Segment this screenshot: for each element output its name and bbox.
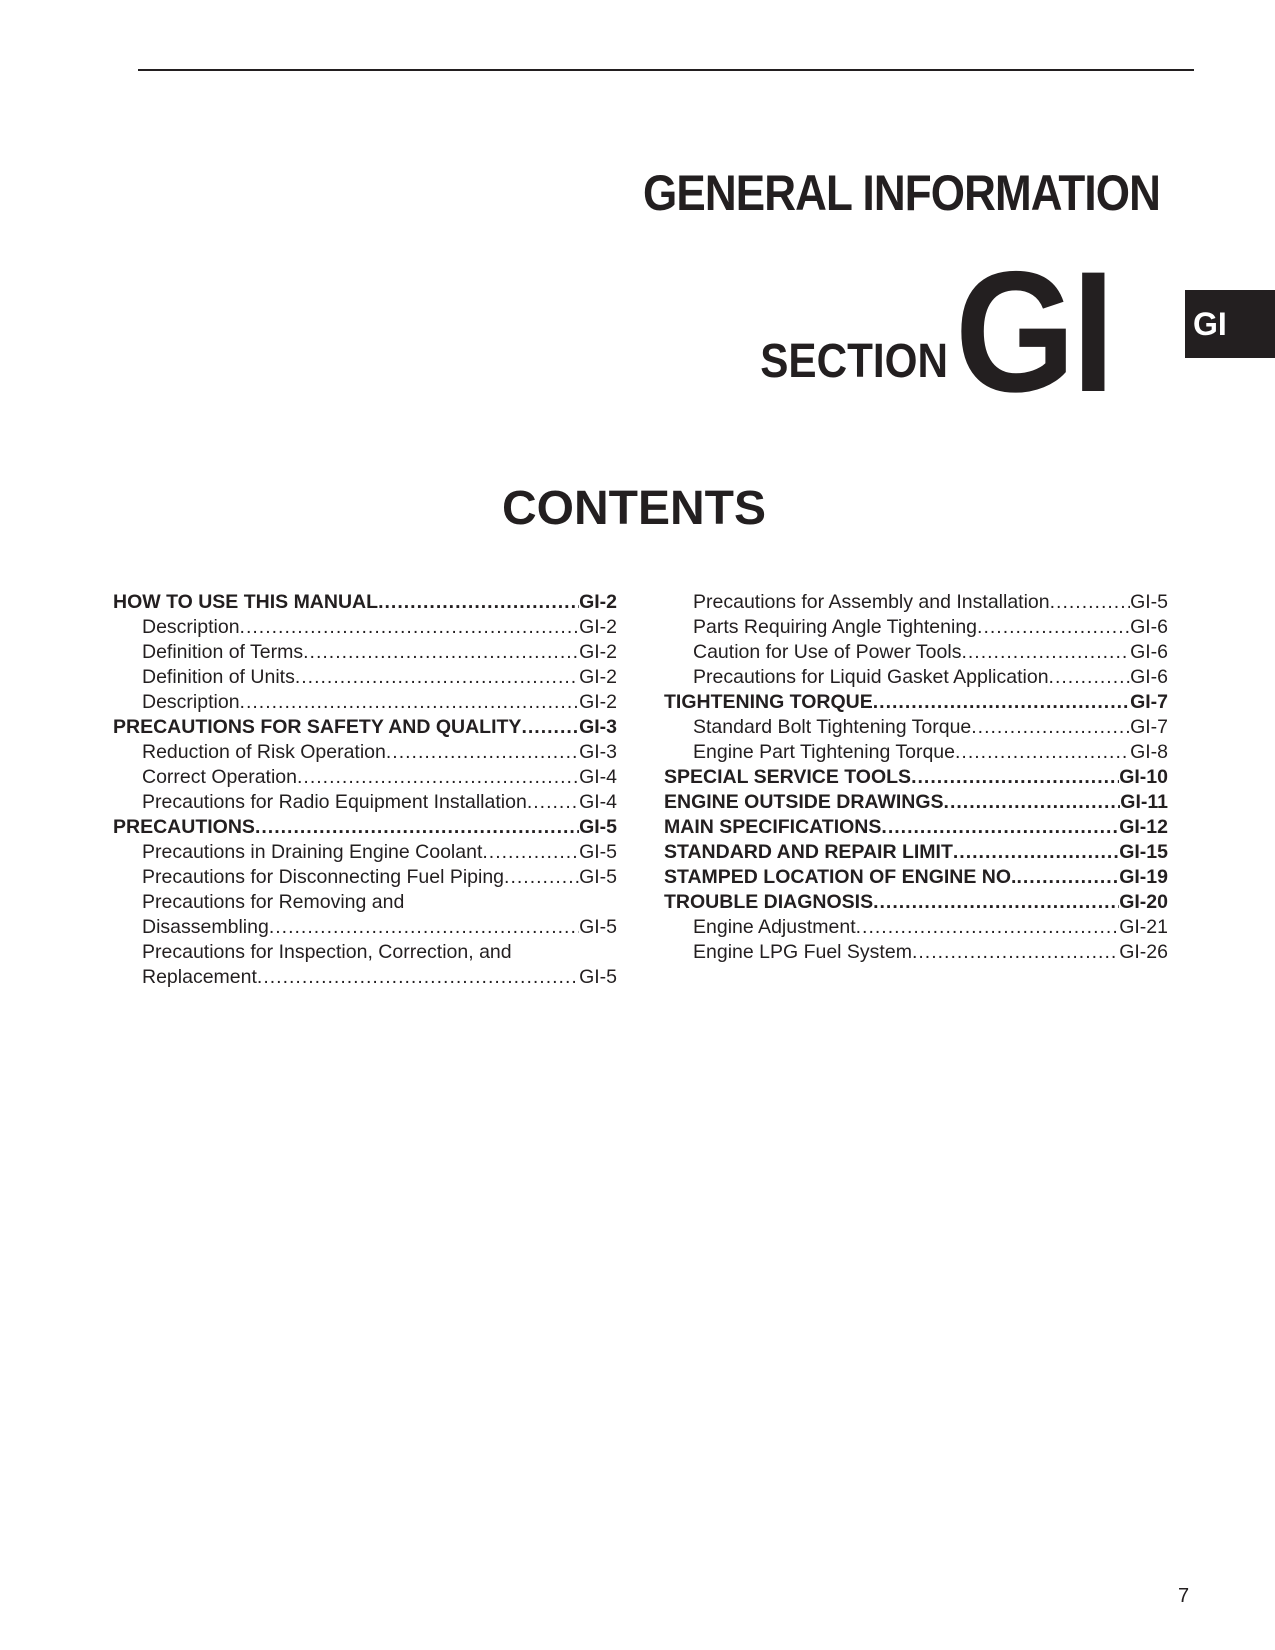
toc-dot-leader xyxy=(953,840,1119,865)
toc-dot-leader xyxy=(971,715,1130,740)
toc-entry-lead-text: Precautions for Inspection, Correction, and xyxy=(142,941,512,963)
toc-entry-page: GI-4 xyxy=(579,766,617,788)
toc-entry-title: Precautions in Draining Engine Coolant xyxy=(142,841,483,863)
toc-subsection-entry[interactable] xyxy=(664,615,1168,640)
toc-entry-page: GI-2 xyxy=(579,641,617,663)
toc-dot-leader xyxy=(257,965,579,990)
toc-section-entry[interactable] xyxy=(664,765,1168,790)
toc-dot-leader xyxy=(482,840,579,865)
toc-section-entry[interactable] xyxy=(664,815,1168,840)
toc-entry-title: Engine Adjustment xyxy=(693,916,856,938)
header-rule xyxy=(138,69,1194,71)
toc-subsection-entry[interactable] xyxy=(664,940,1168,965)
toc-entry-lead-text: Precautions for Removing and xyxy=(142,891,405,913)
page-number: 7 xyxy=(1178,1585,1190,1607)
toc-dot-leader xyxy=(873,890,1119,915)
section-tab[interactable]: GI xyxy=(1185,290,1275,358)
toc-entry-page: GI-8 xyxy=(1130,741,1168,763)
toc-entry-title: Reduction of Risk Operation xyxy=(142,741,386,763)
toc-entry-page: GI-5 xyxy=(1130,591,1168,613)
toc-entry-page: GI-6 xyxy=(1130,616,1168,638)
toc-dot-leader xyxy=(378,590,579,615)
toc-dot-leader xyxy=(386,740,579,765)
toc-entry-title: ENGINE OUTSIDE DRAWINGS xyxy=(664,791,944,813)
toc-dot-leader xyxy=(856,915,1120,940)
toc-entry-page: GI-5 xyxy=(579,866,617,888)
toc-section-entry[interactable] xyxy=(113,715,617,740)
toc-subsection-entry[interactable] xyxy=(113,740,617,765)
toc-subsection-entry[interactable] xyxy=(664,740,1168,765)
toc-dot-leader xyxy=(955,740,1130,765)
toc-subsection-entry[interactable] xyxy=(113,665,617,690)
toc-entry-title: PRECAUTIONS xyxy=(113,816,255,838)
toc-entry-page: GI-2 xyxy=(579,591,617,613)
section-label: SECTION xyxy=(760,335,948,388)
toc-section-entry[interactable] xyxy=(113,590,617,615)
toc-entry-title: Definition of Units xyxy=(142,666,295,688)
toc-entry-title: TROUBLE DIAGNOSIS xyxy=(664,891,874,913)
toc-entry-page: GI-21 xyxy=(1119,916,1168,938)
toc-dot-leader xyxy=(961,640,1130,665)
toc-subsection-entry[interactable] xyxy=(664,665,1168,690)
toc-subsection-entry[interactable] xyxy=(113,840,617,865)
toc-entry-title: Description xyxy=(142,691,240,713)
toc-entry-title: Disassembling xyxy=(142,916,269,938)
toc-entry-title: Definition of Terms xyxy=(142,641,304,663)
toc-entry-page: GI-11 xyxy=(1120,791,1168,813)
toc-dot-leader xyxy=(912,940,1119,965)
toc-entry-title: Precautions for Assembly and Installation xyxy=(693,591,1050,613)
toc-subsection-entry[interactable] xyxy=(113,640,617,665)
toc-entry-title: HOW TO USE THIS MANUAL xyxy=(113,591,379,613)
toc-dot-leader xyxy=(504,865,579,890)
toc-subsection-entry[interactable] xyxy=(664,915,1168,940)
toc-entry-page: GI-5 xyxy=(579,841,617,863)
toc-dot-leader xyxy=(527,790,579,815)
toc-entry-page: GI-5 xyxy=(579,966,617,988)
toc-dot-leader xyxy=(295,665,579,690)
toc-subsection-entry[interactable] xyxy=(113,790,617,815)
toc-entry-title: Parts Requiring Angle Tightening xyxy=(693,616,978,638)
toc-dot-leader xyxy=(297,765,579,790)
toc-entry-page: GI-5 xyxy=(579,916,617,938)
toc-entry-page: GI-6 xyxy=(1130,641,1168,663)
section-code: GI xyxy=(955,236,1112,428)
toc-dot-leader xyxy=(944,790,1121,815)
document-title: GENERAL INFORMATION xyxy=(643,165,1160,221)
toc-dot-leader xyxy=(1016,865,1119,890)
toc-entry-page: GI-2 xyxy=(579,666,617,688)
toc-subsection-entry[interactable] xyxy=(113,890,617,940)
toc-column-right xyxy=(664,590,1168,965)
toc-entry-page: GI-5 xyxy=(579,816,617,838)
toc-subsection-entry[interactable] xyxy=(664,590,1168,615)
toc-entry-page: GI-15 xyxy=(1119,841,1168,863)
toc-entry-title: Precautions for Radio Equipment Installation xyxy=(142,791,527,813)
toc-subsection-entry[interactable] xyxy=(664,640,1168,665)
contents-heading: CONTENTS xyxy=(502,482,766,535)
toc-section-entry[interactable] xyxy=(113,815,617,840)
toc-entry-page: GI-3 xyxy=(579,741,617,763)
toc-subsection-entry[interactable] xyxy=(664,715,1168,740)
toc-section-entry[interactable] xyxy=(664,790,1168,815)
toc-dot-leader xyxy=(240,690,580,715)
toc-entry-title: Caution for Use of Power Tools xyxy=(693,641,962,663)
toc-entry-title: Correct Operation xyxy=(142,766,297,788)
toc-entry-title: STAMPED LOCATION OF ENGINE NO. xyxy=(664,866,1017,888)
toc-dot-leader xyxy=(1049,665,1131,690)
toc-dot-leader xyxy=(873,690,1130,715)
toc-dot-leader xyxy=(269,915,579,940)
toc-entry-page: GI-12 xyxy=(1119,816,1168,838)
toc-section-entry[interactable] xyxy=(664,840,1168,865)
toc-entry-title: Precautions for Disconnecting Fuel Piping xyxy=(142,866,505,888)
toc-section-entry[interactable] xyxy=(664,890,1168,915)
toc-dot-leader xyxy=(911,765,1119,790)
toc-entry-title: TIGHTENING TORQUE xyxy=(664,691,873,713)
toc-entry-title: MAIN SPECIFICATIONS xyxy=(664,816,882,838)
toc-entry-page: GI-3 xyxy=(579,716,617,738)
toc-section-entry[interactable] xyxy=(664,690,1168,715)
toc-entry-page: GI-10 xyxy=(1119,766,1168,788)
toc-subsection-entry[interactable] xyxy=(113,765,617,790)
toc-entry-page: GI-20 xyxy=(1119,891,1168,913)
toc-subsection-entry[interactable] xyxy=(113,940,617,990)
toc-entry-title: SPECIAL SERVICE TOOLS xyxy=(664,766,912,788)
toc-dot-leader xyxy=(977,615,1130,640)
toc-entry-title: STANDARD AND REPAIR LIMIT xyxy=(664,841,953,863)
toc-entry-page: GI-2 xyxy=(579,616,617,638)
toc-entry-page: GI-2 xyxy=(579,691,617,713)
toc-entry-page: GI-7 xyxy=(1130,716,1168,738)
toc-dot-leader xyxy=(1050,590,1130,615)
toc-entry-title: Engine LPG Fuel System xyxy=(693,941,912,963)
toc-entry-title: Standard Bolt Tightening Torque xyxy=(693,716,972,738)
toc-entry-title: Description xyxy=(142,616,240,638)
toc-subsection-entry[interactable] xyxy=(113,690,617,715)
toc-dot-leader xyxy=(881,815,1119,840)
toc-entry-page: GI-6 xyxy=(1130,666,1168,688)
toc-entry-page: GI-19 xyxy=(1119,866,1168,888)
toc-entry-page: GI-26 xyxy=(1119,941,1168,963)
toc-section-entry[interactable] xyxy=(664,865,1168,890)
toc-dot-leader xyxy=(255,815,579,840)
toc-entry-title: Replacement xyxy=(142,966,257,988)
toc-dot-leader xyxy=(521,715,579,740)
toc-entry-title: PRECAUTIONS FOR SAFETY AND QUALITY xyxy=(113,716,522,738)
toc-entry-page: GI-4 xyxy=(579,791,617,813)
toc-subsection-entry[interactable] xyxy=(113,615,617,640)
toc-column-left xyxy=(113,590,617,990)
toc-dot-leader xyxy=(303,640,579,665)
toc-entry-page: GI-7 xyxy=(1130,691,1168,713)
toc-entry-title: Engine Part Tightening Torque xyxy=(693,741,955,763)
toc-entry-title: Precautions for Liquid Gasket Application xyxy=(693,666,1049,688)
toc-subsection-entry[interactable] xyxy=(113,865,617,890)
toc-dot-leader xyxy=(240,615,580,640)
